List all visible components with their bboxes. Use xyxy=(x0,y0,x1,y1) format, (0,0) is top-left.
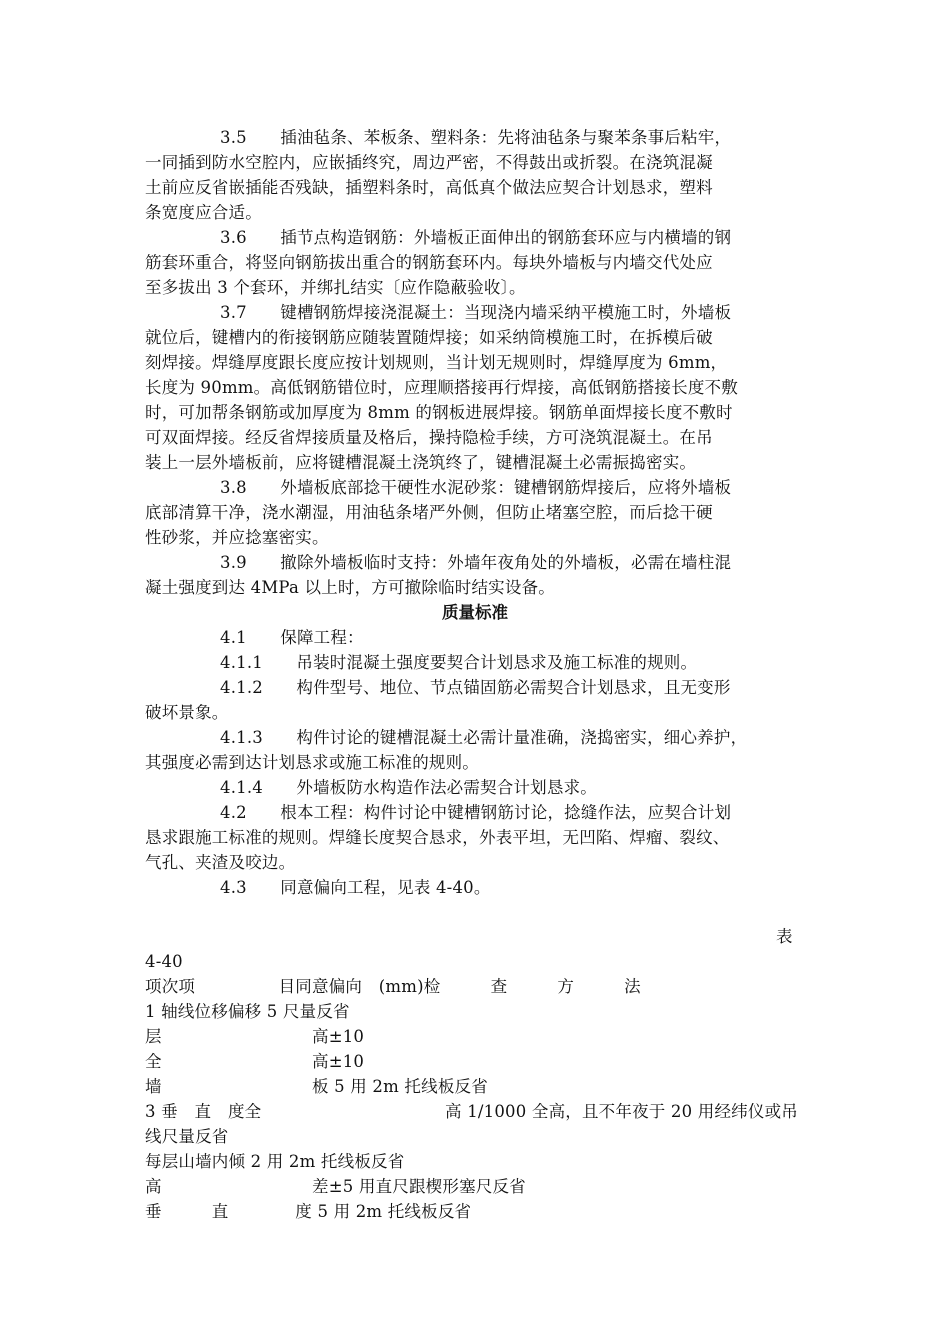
paragraph-3-5-line: 3.5 插油毡条、苯板条、塑料条：先将油毡条与聚苯条事后粘牢， xyxy=(220,128,732,147)
table-label: 表 xyxy=(776,927,793,946)
table-row: 墙 板 5 用 2m 托线板反省 xyxy=(145,1077,488,1096)
paragraph-line: 至多拔出 3 个套环，并绑扎结实〔应作隐蔽验收〕。 xyxy=(145,278,526,297)
paragraph-3-6-line: 3.6 插节点构造钢筋：外墙板正面伸出的钢筋套环应与内横墙的钢 xyxy=(220,228,732,247)
paragraph-3-8-line: 3.8 外墙板底部捻干硬性水泥砂浆：键槽钢筋焊接后，应将外墙板 xyxy=(220,478,732,497)
quality-4-2-line: 4.2 根本工程：构件讨论中键槽钢筋讨论，捻缝作法，应契合计划 xyxy=(220,803,732,822)
paragraph-line: 长度为 90mm。高低钢筋错位时，应理顺搭接再行焊接，高低钢筋搭接长度不敷 xyxy=(145,378,738,397)
section-title: 质量标准 xyxy=(442,603,508,622)
table-row: 垂 直 度 5 用 2m 托线板反省 xyxy=(145,1202,472,1221)
quality-4-1-2-line: 4.1.2 构件型号、地位、节点锚固筋必需契合计划恳求，且无变形 xyxy=(220,678,731,697)
quality-line: 其强度必需到达计划恳求或施工标准的规则。 xyxy=(145,753,479,772)
paragraph-3-9-line: 3.9 撤除外墙板临时支持：外墙年夜角处的外墙板，必需在墙柱混 xyxy=(220,553,732,572)
table-row: 层 高±10 xyxy=(145,1027,365,1046)
paragraph-line: 就位后，键槽内的衔接钢筋应随装置随焊接；如采纳筒模施工时，在拆模后破 xyxy=(145,328,713,347)
paragraph-line: 一同插到防水空腔内，应嵌插终究，周边严密，不得鼓出或折裂。在浇筑混凝 xyxy=(145,153,713,172)
quality-line: 恳求跟施工标准的规则。焊缝长度契合恳求，外表平坦，无凹陷、焊瘤、裂纹、 xyxy=(145,828,730,847)
table-row: 线尺量反省 xyxy=(145,1127,229,1146)
paragraph-3-7-line: 3.7 键槽钢筋焊接浇混凝土：当现浇内墙采纳平模施工时，外墙板 xyxy=(220,303,732,322)
paragraph-line: 筋套环重合，将竖向钢筋拔出重合的钢筋套环内。每块外墙板与内墙交代处应 xyxy=(145,253,713,272)
paragraph-line: 刻焊接。焊缝厚度跟长度应按计划规则，当计划无规则时，焊缝厚度为 6mm， xyxy=(145,353,728,372)
paragraph-line: 土前应反省嵌插能否残缺，插塑料条时，高低真个做法应契合计划恳求，塑料 xyxy=(145,178,713,197)
table-row: 每层山墙内倾 2 用 2m 托线板反省 xyxy=(145,1152,405,1171)
paragraph-line: 条宽度应合适。 xyxy=(145,203,262,222)
paragraph-line: 可双面焊接。经反省焊接质量及格后，操持隐检手续，方可浇筑混凝土。在吊 xyxy=(145,428,713,447)
quality-4-1-1-line: 4.1.1 吊装时混凝土强度要契合计划恳求及施工标准的规则。 xyxy=(220,653,698,672)
table-row: 1 轴线位移偏移 5 尺量反省 xyxy=(145,1002,350,1021)
paragraph-line: 底部清算干净，浇水潮湿，用油毡条堵严外侧，但防止堵塞空腔，而后捻干硬 xyxy=(145,503,713,522)
quality-line: 破坏景象。 xyxy=(145,703,229,722)
table-row: 3 垂 直 度全 高 1/1000 全高，且不年夜于 20 用经纬仪或吊 xyxy=(145,1102,798,1121)
table-row: 高 差±5 用直尺跟楔形塞尺反省 xyxy=(145,1177,526,1196)
quality-line: 气孔、夹渣及咬边。 xyxy=(145,853,296,872)
table-header-row: 项次项 目同意偏向 (mm)检 查 方 法 xyxy=(145,977,641,996)
table-row: 全 高±10 xyxy=(145,1052,365,1071)
paragraph-line: 装上一层外墙板前，应将键槽混凝土浇筑终了，键槽混凝土必需振捣密实。 xyxy=(145,453,697,472)
table-number: 4-40 xyxy=(145,952,183,971)
quality-4-1-line: 4.1 保障工程： xyxy=(220,628,364,647)
quality-4-1-4-line: 4.1.4 外墙板防水构造作法必需契合计划恳求。 xyxy=(220,778,597,797)
paragraph-line: 凝土强度到达 4MPa 以上时，方可撤除临时结实设备。 xyxy=(145,578,555,597)
paragraph-line: 时，可加帮条钢筋或加厚度为 8mm 的钢板进展焊接。钢筋单面焊接长度不敷时 xyxy=(145,403,733,422)
quality-4-3-line: 4.3 同意偏向工程，见表 4-40。 xyxy=(220,878,491,897)
paragraph-line: 性砂浆，并应捻塞密实。 xyxy=(145,528,329,547)
quality-4-1-3-line: 4.1.3 构件讨论的键槽混凝土必需计量准确，浇捣密实，细心养护， xyxy=(220,728,748,747)
